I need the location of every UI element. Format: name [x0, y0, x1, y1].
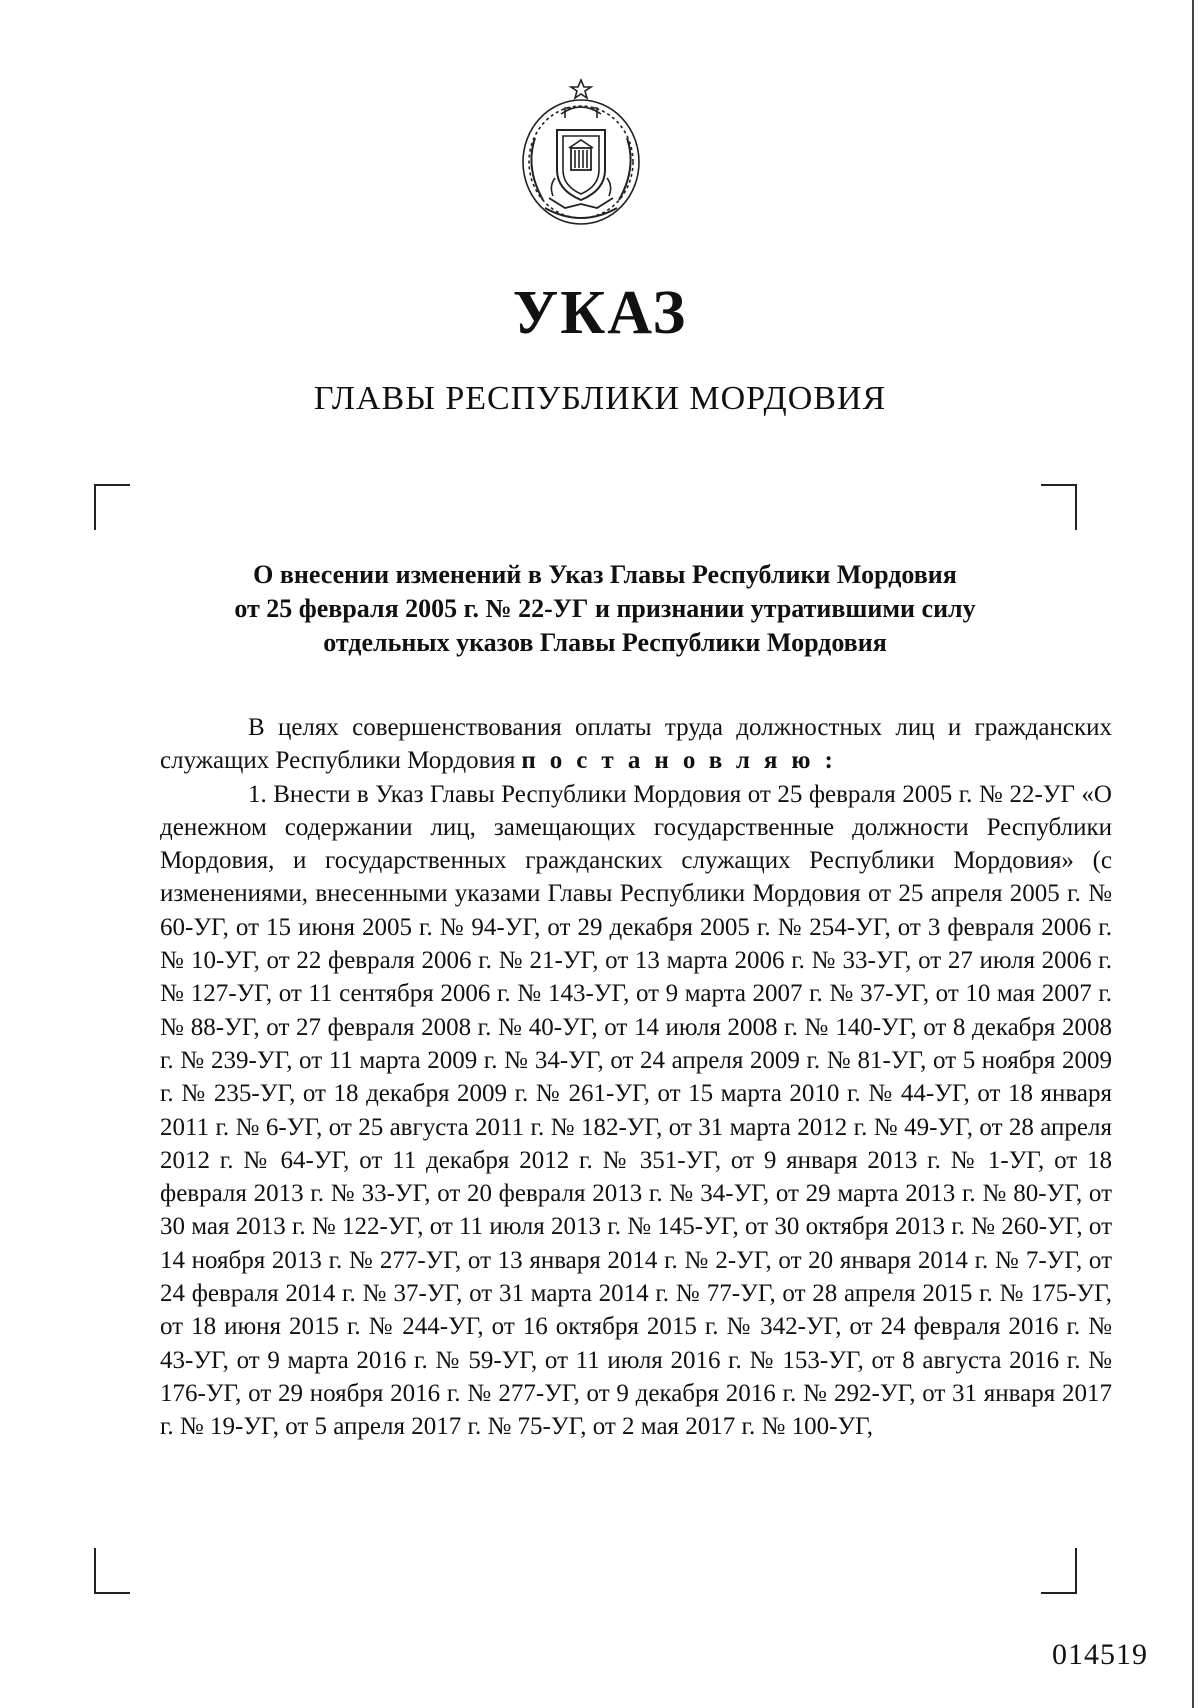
heading-line: от 25 февраля 2005 г. № 22-УГ и признании утратившими силу [234, 594, 976, 623]
coat-of-arms-emblem [515, 78, 647, 230]
item-1-paragraph: 1. Внести в Указ Главы Республики Мордовия от 25 февраля 2005 г. № 22-УГ «О денежном содержании лиц, замещающих государственные должности Республики Мордовия, и государственных гражданских служащих Республики Мордовия» (с изменениями, внесенными указами Главы Республики Мордовия от 25 апреля 2005 г. № 60-УГ, от 15 июня 2005 г. № 94-УГ, от 29 декабря 2005 г. № 254-УГ, от 3 февраля 2006 г. № 10-УГ, от 22 февраля 2006 г. № 21-УГ, от 13 марта 2006 г. № 33-УГ, от 27 июля 2006 г. № 127-УГ, от 11 сентября 2006 г. № 143-УГ, от 9 марта 2007 г. № 37-УГ, от 10 мая 2007 г. № 88-УГ, от 27 февраля 2008 г. № 40-УГ, от 14 июля 2008 г. № 140-УГ, от 8 декабря 2008 г. № 239-УГ, от 11 марта 2009 г. № 34-УГ, от 24 апреля 2009 г. № 81-УГ, от 5 ноября 2009 г. № 235-УГ, от 18 декабря 2009 г. № 261-УГ, от 15 марта 2010 г. № 44-УГ, от 18 января 2011 г. № 6-УГ, от 25 августа 2011 г. № 182-УГ, от 31 марта 2012 г. № 49-УГ, от 28 апреля 2012 г. № 64-УГ, от 11 декабря 2012 г. № 351-УГ, от 9 января 2013 г. № 1-УГ, от 18 февраля 2013 г. № 33-УГ, от 20 февраля 2013 г. № 34-УГ, от 29 марта 2013 г. № 80-УГ, от 30 мая 2013 г. № 122-УГ, от 11 июля 2013 г. № 145-УГ, от 30 октября 2013 г. № 260-УГ, от 14 ноября 2013 г. № 277-УГ, от 13 января 2014 г. № 2-УГ, от 20 января 2014 г. № 7-УГ, от 24 февраля 2014 г. № 37-УГ, от 31 марта 2014 г. № 77-УГ, от 28 апреля 2015 г. № 175-УГ, от 18 июня 2015 г. № 244-УГ, от 16 октября 2015 г. № 342-УГ, от 24 февраля 2016 г. № 43-УГ, от 9 марта 2016 г. № 59-УГ, от 11 июля 2016 г. № 153-УГ, от 8 августа 2016 г. № 176-УГ, от 29 ноября 2016 г. № 277-УГ, от 9 декабря 2016 г. № 292-УГ, от 31 января 2017 г. № 19-УГ, от 5 апреля 2017 г. № 75-УГ, от 2 мая 2017 г. № 100-УГ, [160, 780, 1112, 1441]
decree-body [160, 711, 1112, 1444]
document-serial-number: 014519 [1052, 1638, 1148, 1671]
document-subtitle: ГЛАВЫ РЕСПУБЛИКИ МОРДОВИЯ [313, 380, 887, 417]
decree-heading [160, 558, 1050, 660]
page-edge-line [1192, 0, 1194, 1708]
corner-mark-bottom-left [94, 1548, 130, 1594]
corner-mark-top-left [94, 484, 130, 530]
heading-line: О внесении изменений в Указ Главы Республики Мордовия [253, 560, 957, 589]
preamble-text: В целях совершенствования оплаты труда должностных лиц и гражданских служащих Республики Мордовия [160, 714, 1112, 775]
preamble-paragraph [160, 711, 1112, 778]
corner-mark-top-right [1041, 484, 1077, 530]
heading-line: отдельных указов Главы Республики Мордовия [323, 628, 887, 657]
decree-word: постановляю: [521, 747, 847, 775]
corner-mark-bottom-right [1041, 1548, 1077, 1594]
document-title: УКАЗ [512, 279, 688, 347]
